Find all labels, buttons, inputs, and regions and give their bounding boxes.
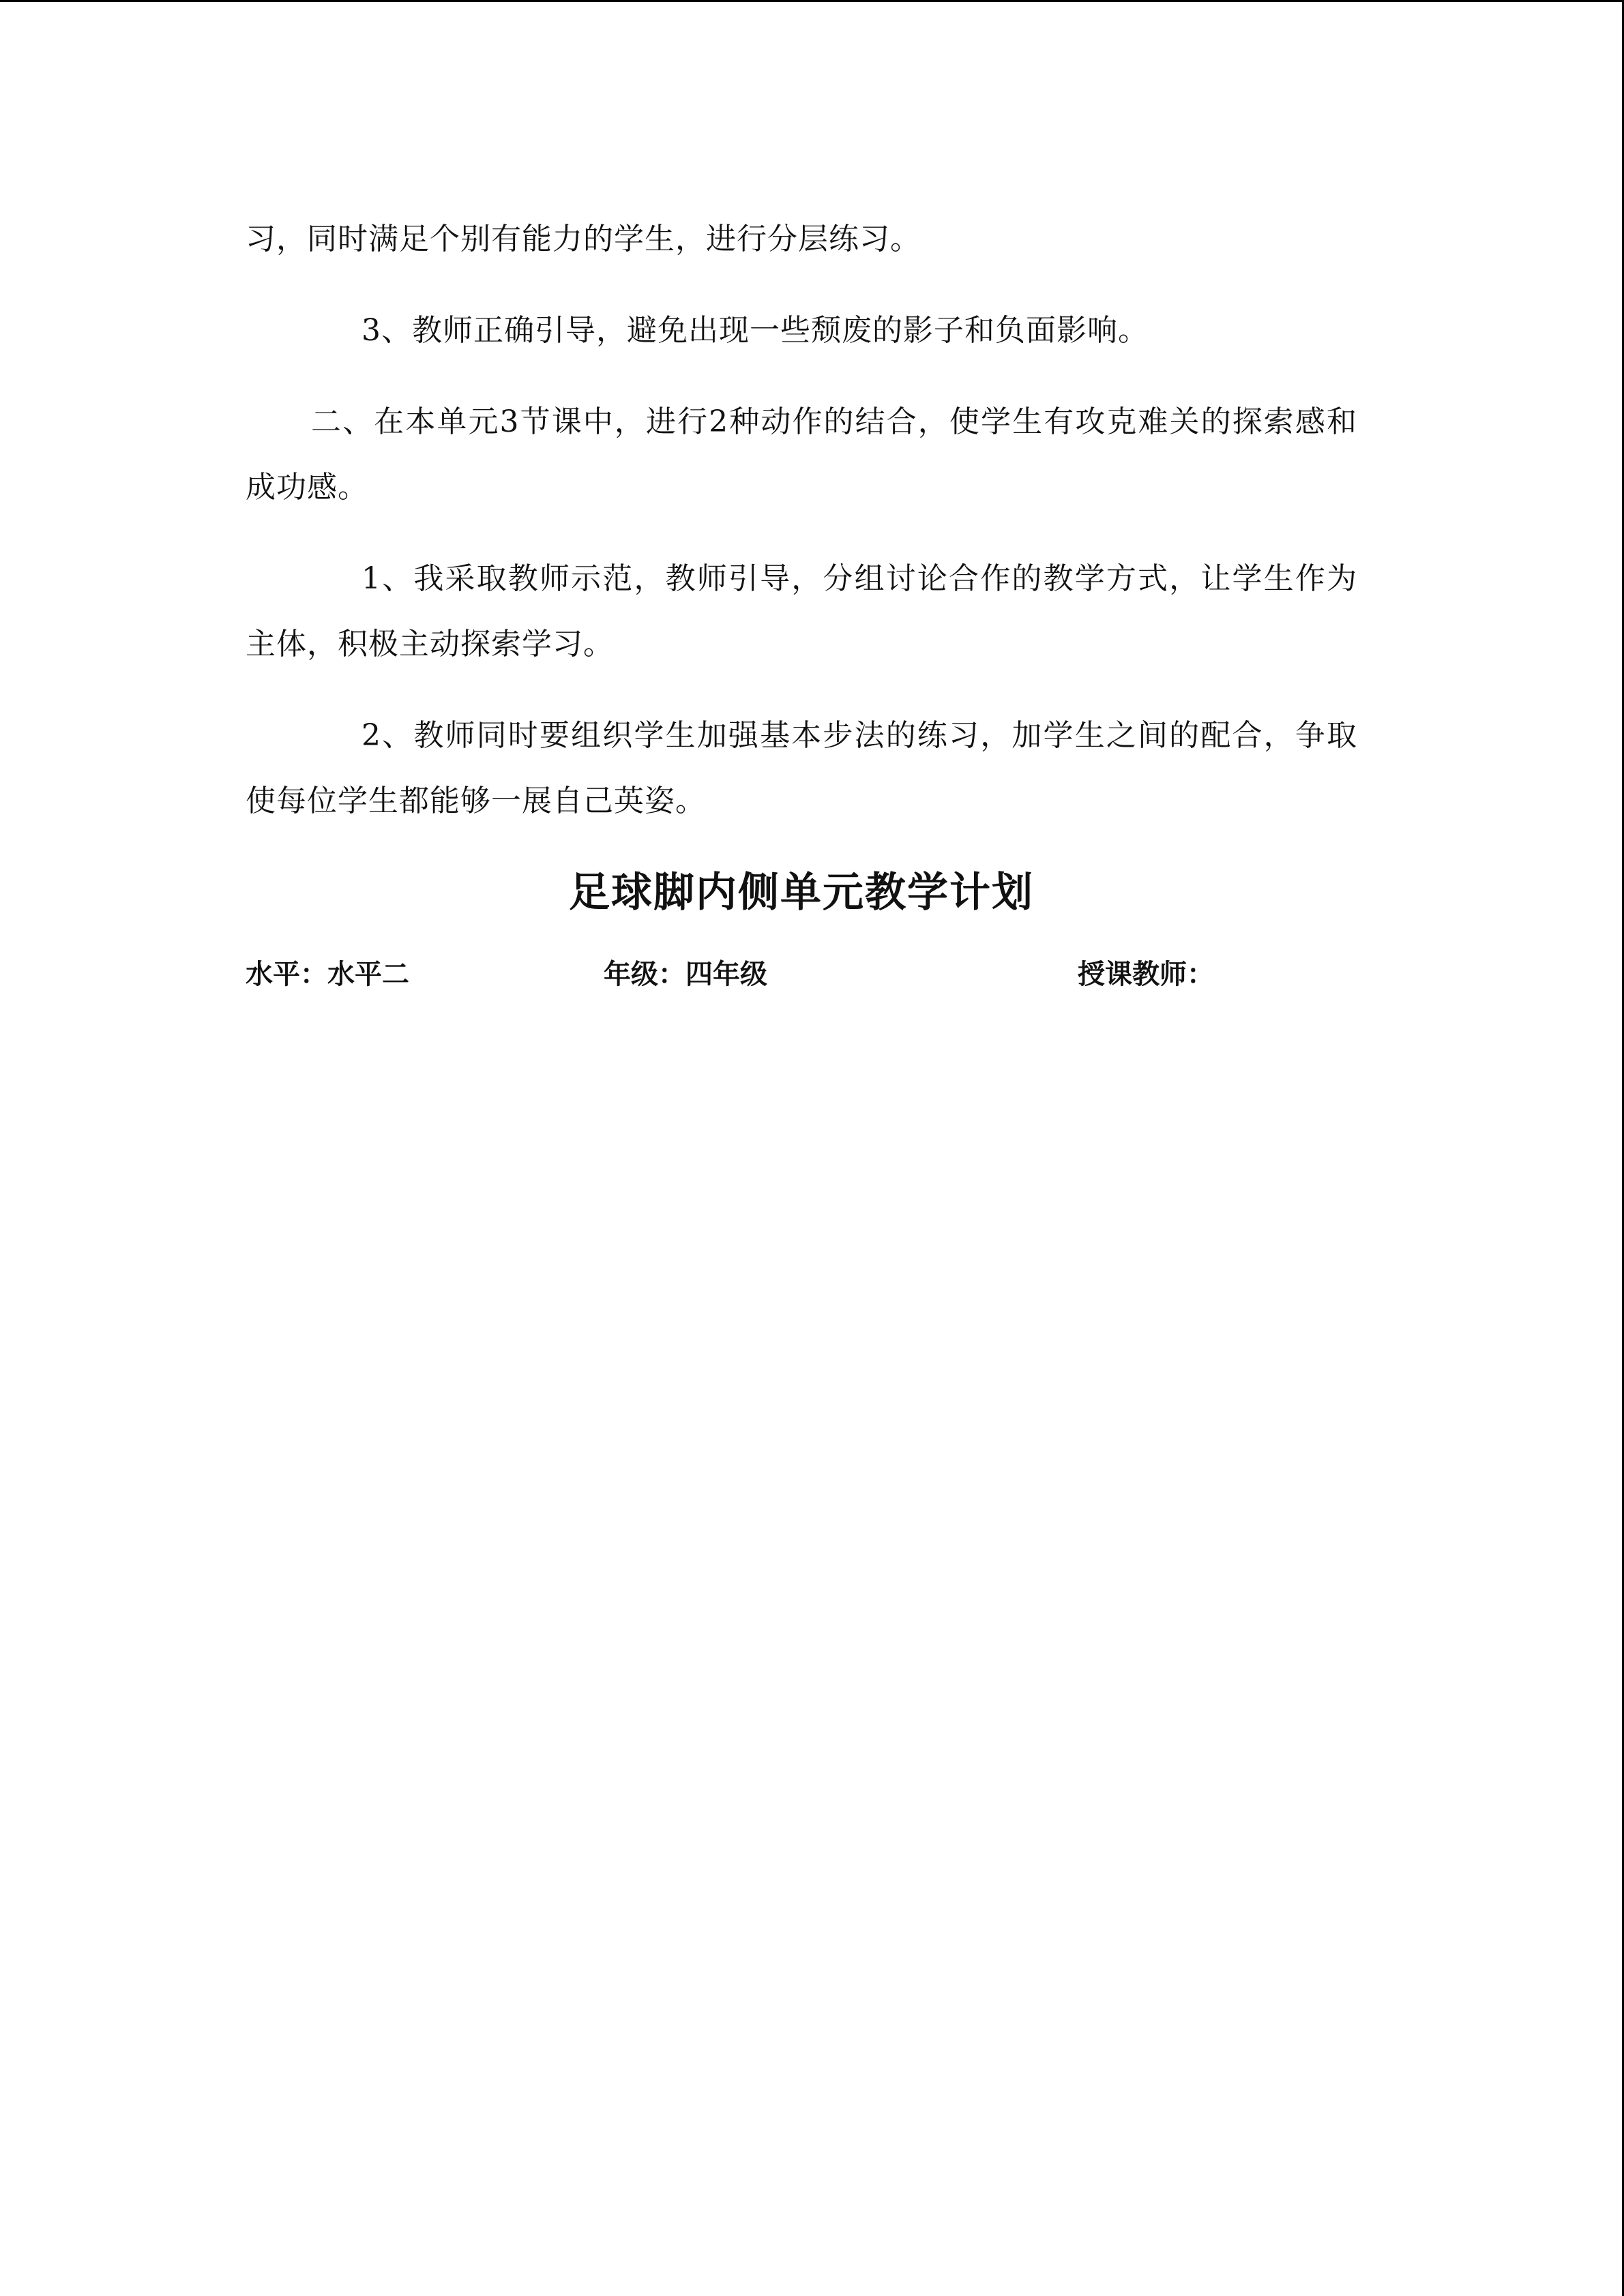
paragraph-continuation: 习，同时满足个别有能力的学生，进行分层练习。 [246, 222, 921, 256]
paragraph-section-2: 二、在本单元3节课中，进行2种动作的结合，使学生有攻克难关的探索感和成功感。 [246, 404, 1357, 505]
paragraph-point-1: 1、我采取教师示范，教师引导，分组讨论合作的教学方式，让学生作为主体，积极主动探索学习。 [246, 561, 1357, 661]
document-body [246, 207, 1357, 992]
plan-meta-row [246, 953, 1357, 992]
level-label: 水平：水平二 [246, 959, 409, 990]
paragraph-point-3: 3、教师正确引导，避免出现一些颓废的影子和负面影响。 [361, 313, 1149, 348]
teacher-label: 授课教师： [1078, 959, 1214, 990]
plan-title: 足球脚内侧单元教学计划 [569, 869, 1034, 916]
grade-label: 年级：四年级 [604, 959, 767, 990]
paragraph-point-2: 2、教师同时要组织学生加强基本步法的练习，加学生之间的配合，争取使每位学生都能够一展自己英姿。 [246, 718, 1357, 818]
